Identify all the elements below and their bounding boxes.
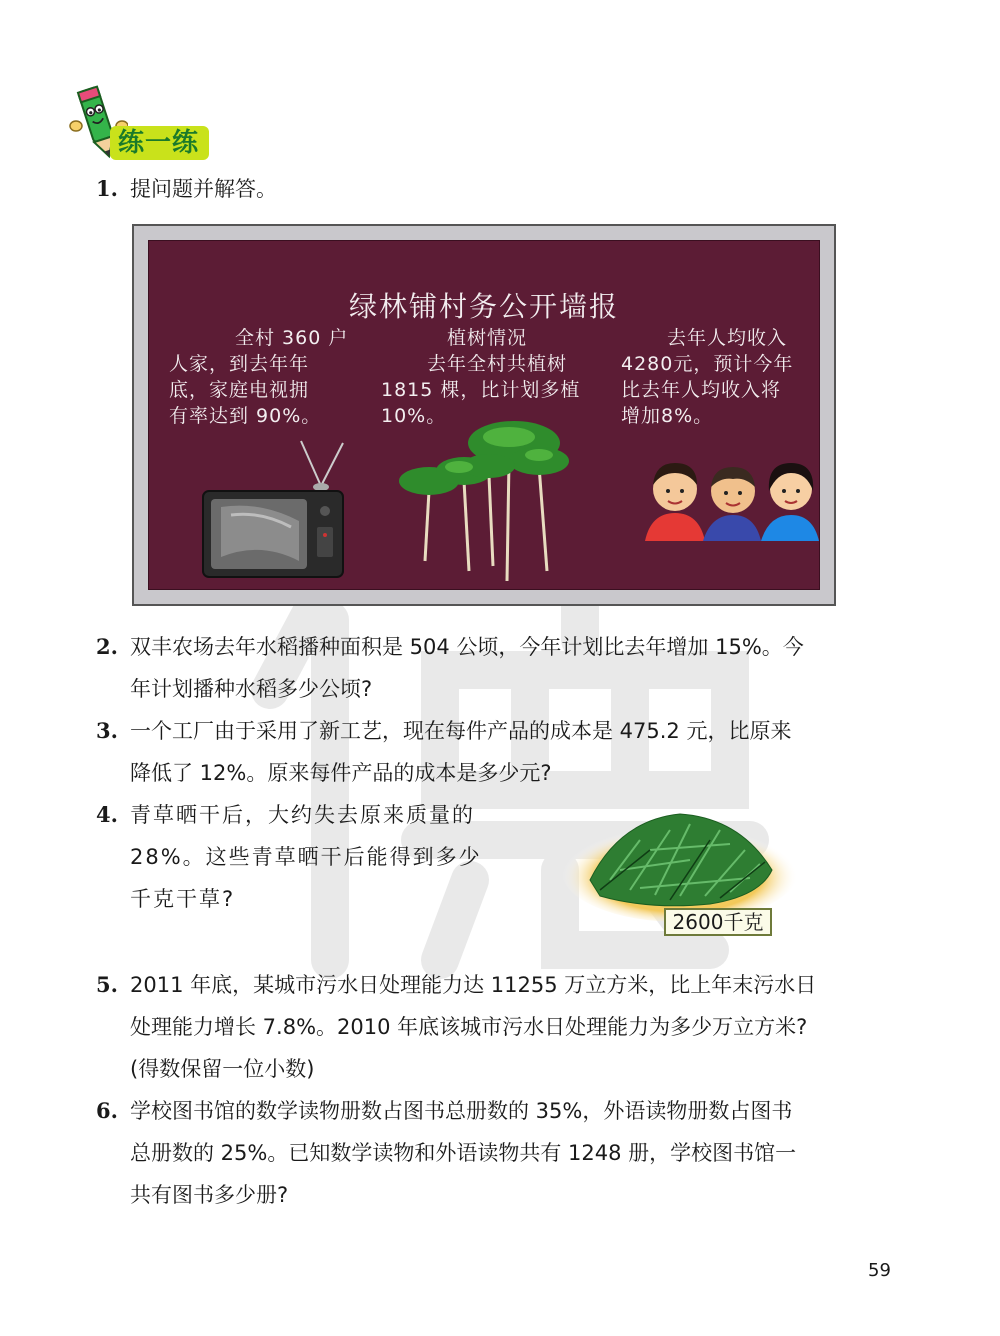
question-line: 学校图书馆的数学读物册数占图书总册数的 35%，外语读物册数占图书 xyxy=(130,1099,793,1123)
trees-icon xyxy=(389,421,579,591)
question-line: 共有图书多少册? xyxy=(130,1183,289,1207)
question-line: 双丰农场去年水稻播种面积是 504 公顷，今年计划比去年增加 15%。今 xyxy=(130,635,804,659)
question-line: 降低了 12%。原来每件产品的成本是多少元? xyxy=(130,761,552,785)
board-line: 1815 棵，比计划多植 xyxy=(381,379,581,401)
question-line: 28%。这些青草晒干后能得到多少 xyxy=(130,845,482,869)
question-6 xyxy=(96,1090,896,1216)
question-line: (得数保留一位小数) xyxy=(130,1057,315,1081)
question-2 xyxy=(96,626,886,710)
section-header xyxy=(68,82,228,164)
question-number: 3. xyxy=(96,718,118,743)
board-tree-notice xyxy=(381,325,611,429)
question-line: 处理能力增长 7.8%。2010 年底该城市污水日处理能力为多少万立方米? xyxy=(130,1015,808,1039)
question-number: 6. xyxy=(96,1098,118,1123)
board-line: 比去年人均收入将 xyxy=(621,379,782,401)
question-line: 总册数的 25%。已知数学读物和外语读物共有 1248 册，学校图书馆一 xyxy=(130,1141,797,1165)
board-line: 人家，到去年年 xyxy=(169,353,310,375)
question-text: 提问题并解答。 xyxy=(130,177,277,201)
page-number: 59 xyxy=(868,1260,891,1281)
question-3 xyxy=(96,710,886,794)
question-line: 千克干草? xyxy=(130,887,236,911)
board-line: 全村 360 户 xyxy=(235,327,349,349)
bulletin-board xyxy=(148,240,820,590)
board-line: 10%。 xyxy=(381,405,447,427)
villagers-icon xyxy=(641,451,821,541)
board-income-notice xyxy=(621,325,821,429)
section-title: 练一练 xyxy=(110,126,209,160)
board-line: 植树情况 xyxy=(447,327,528,349)
board-line: 有率达到 90%。 xyxy=(169,405,322,427)
question-4 xyxy=(96,794,546,920)
question-line: 青草晒干后，大约失去原来质量的 xyxy=(130,803,475,827)
question-number: 1. xyxy=(96,176,118,201)
question-number: 2. xyxy=(96,634,118,659)
question-number: 4. xyxy=(96,802,118,827)
board-tv-notice xyxy=(169,325,369,429)
board-line: 去年人均收入 xyxy=(667,327,788,349)
question-number: 5. xyxy=(96,972,118,997)
board-title: 绿林铺村务公开墙报 xyxy=(348,290,619,323)
board-line: 增加8%。 xyxy=(621,405,714,427)
board-line: 去年全村共植树 xyxy=(427,353,568,375)
board-line: 底，家庭电视拥 xyxy=(169,379,310,401)
television-icon xyxy=(201,431,351,581)
question-5 xyxy=(96,964,896,1090)
board-line: 4280元，预计今年 xyxy=(621,353,794,375)
bulletin-board-frame xyxy=(132,224,836,606)
question-1 xyxy=(96,168,277,210)
grass-weight-label: 2600千克 xyxy=(664,908,772,936)
question-line: 年计划播种水稻多少公顷? xyxy=(130,677,373,701)
question-line: 一个工厂由于采用了新工艺，现在每件产品的成本是 475.2 元，比原来 xyxy=(130,719,792,743)
question-line: 2011 年底，某城市污水日处理能力达 11255 万立方米，比上年末污水日 xyxy=(130,973,817,997)
